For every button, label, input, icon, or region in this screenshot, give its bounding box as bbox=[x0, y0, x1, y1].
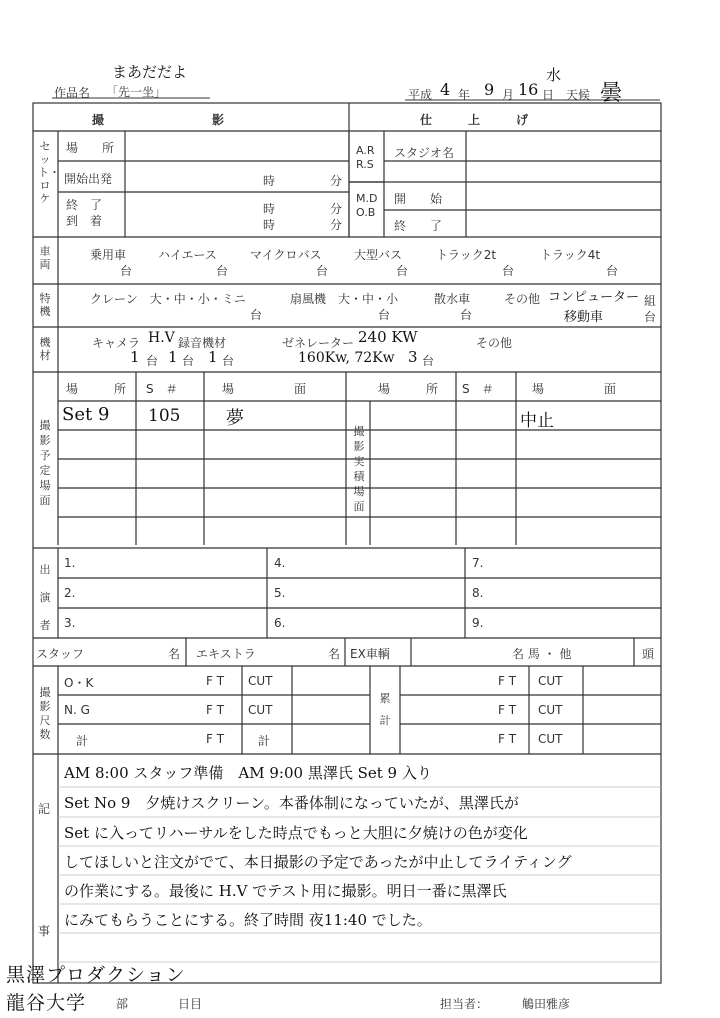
end-minute-label: 分 bbox=[330, 202, 343, 216]
planned-place-value: Set 9 bbox=[62, 404, 110, 425]
ng-ft: F T bbox=[206, 703, 225, 717]
total-ft: F T bbox=[206, 732, 225, 746]
actual-s-header: S ＃ bbox=[462, 382, 494, 396]
notes-vertical-bottom: 事 bbox=[38, 924, 51, 938]
fan-label: 扇風機 大・中・小 bbox=[290, 292, 399, 306]
setloc-vertical-label: セット・ロケ bbox=[38, 140, 60, 205]
cum-cut-3: CUT bbox=[538, 732, 563, 746]
ng-label: N. G bbox=[64, 703, 90, 717]
special-other-value: コンピューター bbox=[548, 290, 640, 305]
equip-unit-4: 台 bbox=[422, 354, 435, 368]
year-label: 年 bbox=[458, 88, 471, 102]
special-unit-2: 台 bbox=[378, 308, 391, 322]
cast-number-9: 9. bbox=[472, 616, 484, 630]
mdob-label: M.D O.B bbox=[356, 192, 378, 219]
generator-value-2: 160Kw, 72Kw bbox=[298, 350, 395, 366]
actual-scene-header: 場 面 bbox=[532, 382, 617, 396]
note-line-2: Set No 9 夕焼けスクリーン。本番体制になっていたが、黒澤氏が bbox=[64, 794, 519, 812]
camera-label: キャメラ bbox=[92, 336, 141, 350]
vehicle-unit-6: 台 bbox=[606, 264, 619, 278]
footer-person: 鵤田雅彦 bbox=[522, 997, 571, 1011]
equip-unit-1: 台 bbox=[146, 354, 159, 368]
equip-unit-2: 台 bbox=[182, 354, 195, 368]
vehicle-type-hiace: ハイエース bbox=[158, 248, 217, 262]
vehicle-unit-1: 台 bbox=[120, 264, 133, 278]
actual-place-header: 場 所 bbox=[378, 382, 439, 396]
note-line-5: の作業にする。最後に H.V でテスト用に撮影。明日一番に黒澤氏 bbox=[64, 882, 507, 900]
cum-ft-1: F T bbox=[498, 674, 517, 688]
equipment-vertical-label: 機材 bbox=[39, 336, 51, 362]
end-arrive-label: 終 了 到 着 bbox=[66, 198, 103, 228]
planned-scene-value: 夢 bbox=[226, 408, 244, 429]
camera-value: H.V bbox=[148, 330, 175, 346]
weather-value: 曇 bbox=[600, 81, 623, 106]
ok-label: O・K bbox=[64, 676, 94, 690]
cum-ft-3: F T bbox=[498, 732, 517, 746]
footer-dept: 部 bbox=[116, 997, 129, 1011]
date-day: 16 bbox=[518, 80, 539, 99]
shooting-header: 撮 影 bbox=[92, 113, 225, 127]
date-era: 平成 bbox=[408, 88, 433, 102]
finish-header: 仕 上 げ bbox=[420, 113, 529, 127]
head-label: 頭 bbox=[642, 647, 655, 661]
film-vertical-label: 撮影尺数 bbox=[39, 686, 51, 741]
cum-cut-1: CUT bbox=[538, 674, 563, 688]
actual-vertical-label: 撮影実積場面 bbox=[353, 425, 365, 513]
footer-person-label: 担当者： bbox=[440, 997, 489, 1011]
cast-number-4: 4. bbox=[274, 556, 286, 570]
water-truck-label: 散水車 bbox=[434, 292, 471, 306]
place-label: 場 所 bbox=[66, 141, 115, 155]
planned-s-value: 105 bbox=[148, 406, 181, 426]
equipment-other-label: その他 bbox=[476, 336, 513, 350]
planned-s-header: S ＃ bbox=[146, 382, 178, 396]
planned-scene-header: 場 面 bbox=[222, 382, 307, 396]
ng-cut: CUT bbox=[248, 703, 273, 717]
vehicle-type-microbus: マイクロバス bbox=[250, 248, 322, 262]
start-minute-label: 分 bbox=[330, 174, 343, 188]
sound-qty-2: 1 bbox=[208, 348, 218, 366]
arrive-hour-label: 時 bbox=[263, 218, 276, 232]
cast-number-8: 8. bbox=[472, 586, 484, 600]
vehicle-type-bus: 大型バス bbox=[354, 248, 403, 262]
cast-number-3: 3. bbox=[64, 616, 76, 630]
open-start-label: 開 始 bbox=[394, 192, 443, 206]
weekday: 水 bbox=[546, 66, 562, 84]
weather-label: 天候 bbox=[566, 88, 591, 102]
cast-number-1: 1. bbox=[64, 556, 76, 570]
studio-label: スタジオ名 bbox=[394, 146, 455, 160]
work-label: 作品名 bbox=[54, 86, 91, 100]
cast-number-2: 2. bbox=[64, 586, 76, 600]
special-unit-1: 台 bbox=[250, 308, 263, 322]
special-unit-4: 台 bbox=[644, 310, 657, 324]
finish-end-label: 終 了 bbox=[394, 219, 443, 233]
ars-label: A.R R.S bbox=[356, 144, 375, 171]
special-set-unit: 組 bbox=[644, 294, 657, 308]
note-line-3: Set に入ってリハーサルをした時点でもっと大胆に夕焼けの色が変化 bbox=[64, 824, 528, 842]
planned-place-header: 場 所 bbox=[66, 382, 127, 396]
day-label: 日 bbox=[542, 88, 555, 102]
date-month: 9 bbox=[484, 80, 495, 99]
cumulative-label: 累計 bbox=[379, 692, 391, 727]
start-label: 開始出発 bbox=[64, 172, 113, 186]
camera-qty: 1 bbox=[130, 348, 140, 366]
cast-vertical-label: 出演者 bbox=[39, 563, 51, 632]
work-title-handwritten: まあだだよ bbox=[112, 63, 188, 81]
note-line-6: にみてもらうことにする。終了時間 夜11:40 でした。 bbox=[64, 911, 432, 929]
vehicle-unit-3: 台 bbox=[316, 264, 329, 278]
cum-ft-2: F T bbox=[498, 703, 517, 717]
sound-label: 録音機材 bbox=[178, 336, 227, 350]
generator-label: ゼネレーター bbox=[282, 336, 355, 350]
staff-label: スタッフ bbox=[36, 647, 85, 661]
date-year: 4 bbox=[440, 80, 451, 99]
vehicle-type-car: 乗用車 bbox=[90, 248, 127, 262]
ok-cut: CUT bbox=[248, 674, 273, 688]
cum-cut-2: CUT bbox=[538, 703, 563, 717]
ex-vehicle-label: EX車輌 bbox=[350, 647, 390, 661]
total-cut-label: 計 bbox=[258, 734, 271, 748]
start-hour-label: 時 bbox=[263, 174, 276, 188]
extra-name-label: 名 bbox=[328, 647, 341, 661]
generator-qty: 3 bbox=[408, 348, 418, 366]
cast-number-7: 7. bbox=[472, 556, 484, 570]
crane-label: クレーン 大・中・小・ミニ bbox=[90, 292, 246, 306]
arrive-minute-label: 分 bbox=[330, 218, 343, 232]
watermark-line-1: 黒澤プロダクション bbox=[6, 964, 186, 986]
notes-vertical-top: 記 bbox=[38, 802, 51, 816]
special-unit-3: 台 bbox=[460, 308, 473, 322]
film-total-label: 計 bbox=[76, 734, 89, 748]
ok-ft: F T bbox=[206, 674, 225, 688]
extra-label: エキストラ bbox=[196, 647, 256, 661]
work-bracket: 「先一坐」 bbox=[106, 85, 167, 99]
vehicle-unit-2: 台 bbox=[216, 264, 229, 278]
staff-name-label: 名 bbox=[168, 647, 181, 661]
special-other-value-2: 移動車 bbox=[564, 310, 604, 325]
footer-date: 日目 bbox=[178, 997, 203, 1011]
note-line-4: してほしいと注文がでて、本日撮影の予定であったが中止してライティング bbox=[64, 853, 572, 871]
vehicle-type-truck2t: トラック2t bbox=[436, 248, 497, 262]
generator-value: 240 KW bbox=[358, 328, 418, 346]
note-line-1: AM 8:00 スタッフ準備 AM 9:00 黒澤氏 Set 9 入り bbox=[64, 764, 432, 782]
planned-vertical-label: 撮影予定場面 bbox=[39, 419, 51, 507]
vehicle-unit-4: 台 bbox=[396, 264, 409, 278]
vehicle-type-truck4t: トラック4t bbox=[540, 248, 601, 262]
vehicle-unit-5: 台 bbox=[502, 264, 515, 278]
special-vertical-label: 特機 bbox=[39, 292, 51, 318]
sound-qty: 1 bbox=[168, 348, 178, 366]
horse-other-label: 名 馬 ・ 他 bbox=[512, 647, 572, 661]
cast-number-5: 5. bbox=[274, 586, 286, 600]
cast-number-6: 6. bbox=[274, 616, 286, 630]
equip-unit-3: 台 bbox=[222, 354, 235, 368]
vehicles-vertical-label: 車両 bbox=[39, 245, 51, 271]
end-hour-label: 時 bbox=[263, 202, 276, 216]
watermark-line-2: 龍谷大学 bbox=[6, 992, 87, 1014]
actual-scene-value: 中止 bbox=[520, 411, 554, 431]
special-other-label: その他 bbox=[504, 292, 541, 306]
month-label: 月 bbox=[502, 88, 515, 102]
